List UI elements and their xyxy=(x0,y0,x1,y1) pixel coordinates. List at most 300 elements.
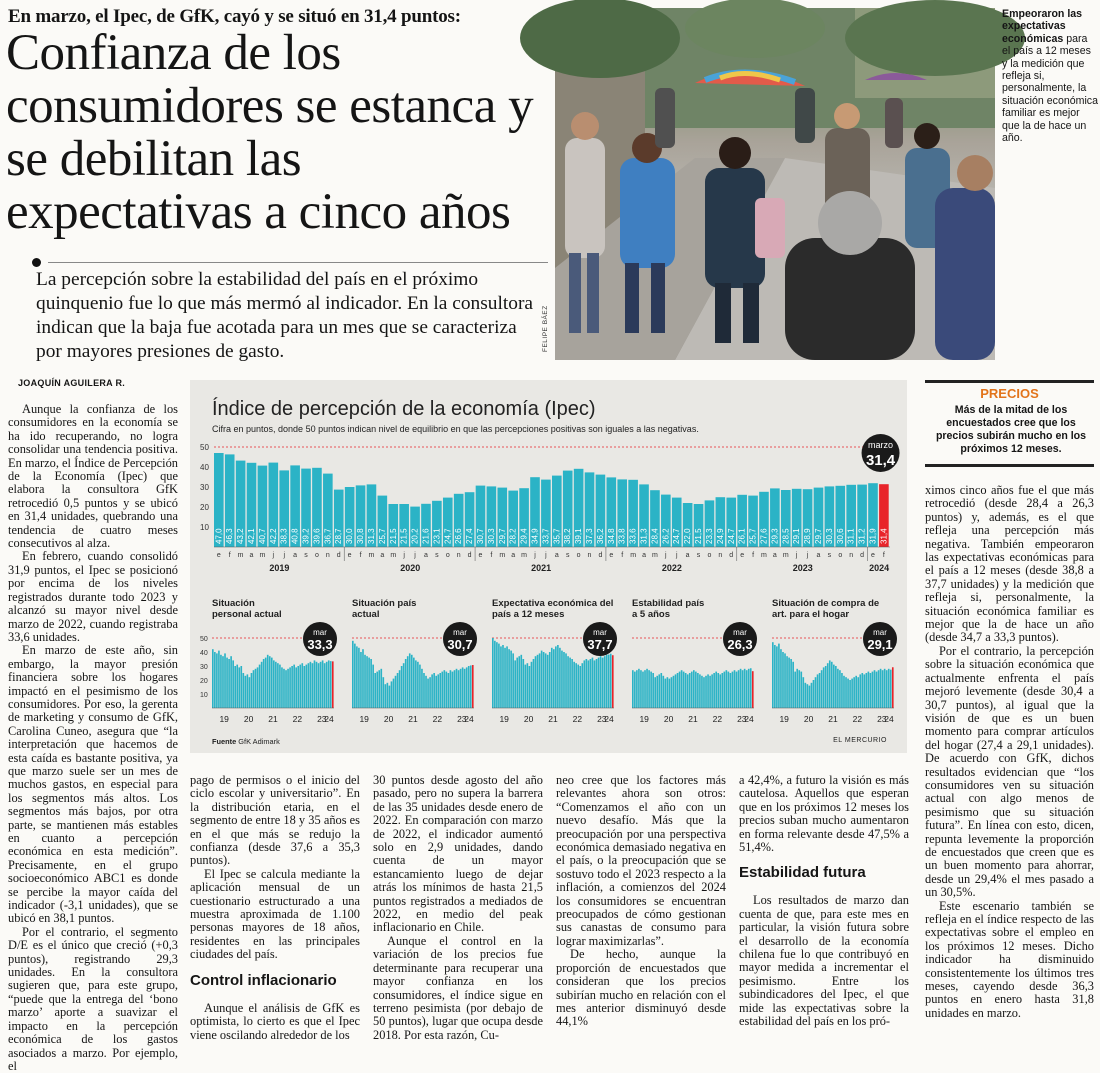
panel-bar xyxy=(273,660,275,708)
bar-value-label: 30,8 xyxy=(356,528,366,544)
panel-x-tick: 23 xyxy=(317,714,327,724)
year-tick-label: 2023 xyxy=(792,563,813,573)
panel-x-tick: 24 xyxy=(324,714,334,724)
panel-bar xyxy=(306,665,308,708)
month-tick-label: n xyxy=(325,552,330,559)
panel-bar xyxy=(537,655,539,708)
panel-bar xyxy=(470,665,472,708)
panel-bar xyxy=(435,676,437,708)
panel-bar xyxy=(304,666,306,708)
panel-x-tick: 21 xyxy=(548,714,558,724)
panel-bar xyxy=(803,677,805,708)
panel-x-tick: 24 xyxy=(744,714,754,724)
chart-title: Índice de percepción de la economía (Ipec) xyxy=(212,398,596,420)
y-tick-label: 40 xyxy=(200,463,209,472)
panel-bar xyxy=(892,667,894,708)
month-tick-label: e xyxy=(478,552,483,559)
month-tick-label: m xyxy=(499,552,506,559)
panel-bar xyxy=(320,662,322,708)
panel-title: personal actual xyxy=(212,609,282,620)
panel-bar xyxy=(425,676,427,708)
panel-bar xyxy=(468,666,470,708)
panel-bar xyxy=(742,670,744,708)
paragraph: neo cree que los factores más relevantes ahora son otros: “Comenzamos el año con un nuevo desafío. Más que la preocupación por una perspectiva económica demasiado negativa en el país, o la preocupación que se sostuvo todo el 2023 respecto a la inflación, a comienzos del 2024 los consumidores se encuentran preocupados de cómo gestionan sus canastas de consumo para lograr maximizarlas”. xyxy=(556,773,726,948)
panel-bar xyxy=(433,673,435,708)
badge-value: 26,3 xyxy=(727,637,753,652)
paragraph: 30 puntos desde agosto del año pasado, pero no supera la barrera de las 35 unidades desde enero de 2022. En comparación con marzo de 2022, el indicador aumentó solo en 2,9 unidades, dando cuenta de un mayor estancamiento luego de dejar atrás los mínimos de hasta 21,5 puntos registrados a mediados de 2022, en medio del peak inflacionario en Chile. xyxy=(373,773,543,935)
deck-divider xyxy=(8,258,548,263)
bar-value-label: 24,7 xyxy=(672,528,682,544)
panel-bar xyxy=(882,670,884,708)
panel-bar xyxy=(724,672,726,708)
panel-bar xyxy=(774,645,776,708)
panel-bar xyxy=(330,661,332,708)
panel-bar xyxy=(389,686,391,708)
bar-value-label: 34,8 xyxy=(606,528,616,544)
bar-value-label: 24,7 xyxy=(443,528,453,544)
badge-label: mar xyxy=(453,628,467,637)
bar-value-label: 21,5 xyxy=(694,528,704,544)
panel-bar xyxy=(671,677,673,708)
panel-bar xyxy=(567,656,569,708)
bar-value-label: 39,2 xyxy=(301,528,311,544)
panel-bar xyxy=(372,665,374,708)
y-tick-label: 30 xyxy=(200,483,209,492)
panel-bar xyxy=(697,673,699,708)
bar-value-label: 31,3 xyxy=(639,528,649,544)
panel-bar xyxy=(529,666,531,708)
badge-value: 31,4 xyxy=(865,452,896,469)
bar-value-label: 27,4 xyxy=(465,528,475,544)
month-tick-label: m xyxy=(390,552,397,559)
panel-bar xyxy=(525,665,527,708)
panel-bar xyxy=(669,679,671,708)
panel-x-tick: 21 xyxy=(828,714,838,724)
panel-bar xyxy=(523,659,525,708)
panel-bar xyxy=(358,648,360,708)
panel-x-tick: 22 xyxy=(572,714,583,724)
paragraph: Aunque el análisis de GfK es optimista, lo cierto es que el Ipec viene oscilando alrededor de los xyxy=(190,1000,360,1042)
panel-y-tick: 30 xyxy=(200,664,208,671)
panel-x-tick: 21 xyxy=(268,714,278,724)
panel-bar xyxy=(543,652,545,708)
panel-bar xyxy=(399,670,401,708)
panel-bar xyxy=(644,670,646,708)
panel-bar xyxy=(717,673,719,708)
month-tick-label: s xyxy=(696,552,701,559)
badge-value: 33,3 xyxy=(307,637,333,652)
panel-bar xyxy=(886,670,888,708)
panel-bar xyxy=(312,663,314,708)
panel-bar xyxy=(719,674,721,708)
panel-bar xyxy=(230,656,232,708)
panel-bar xyxy=(608,655,610,708)
panel-x-tick: 22 xyxy=(432,714,443,724)
paragraph: Los resultados de marzo dan cuenta de que, para este mes en particular, la visión futura sobre el desarrollo de la economía chilena fue lo que contribuyó en mayor medida a incrementar el pesimismo. Entre los subindicadores del Ipec, el que mide las expectativas sobre la estabilidad del país en los pró- xyxy=(739,893,909,1029)
bar-value-label: 24,9 xyxy=(715,528,725,544)
panel-bar xyxy=(658,674,660,708)
panel-x-tick: 22 xyxy=(852,714,863,724)
panel-bar xyxy=(466,667,468,708)
panel-bar xyxy=(220,655,222,708)
panel-bar xyxy=(861,673,863,708)
panel-x-tick: 24 xyxy=(604,714,614,724)
bar-value-label: 31,4 xyxy=(879,528,889,544)
panel-bar xyxy=(376,672,378,708)
panel-bar xyxy=(705,676,707,708)
bar-value-label: 21,6 xyxy=(421,528,431,544)
paragraph: ximos cinco años fue el que más retrocedió (desde 28,4 a 26,3 puntos) y, además, es el que refleja una percepción más negativa. También empeoraron las expectativas económicas para el país a 12 meses (desde 38,8 a 37,7 unidades) y la medición que refleja si, personalmente, la situación económica familiar es mejor que la de hace un año (desde 34,7 a 33,3 puntos). xyxy=(925,483,1094,645)
panel-bar xyxy=(301,663,303,708)
panel-bar xyxy=(642,672,644,708)
panel-title: Situación de compra de xyxy=(772,598,880,609)
bar-value-label: 38,3 xyxy=(279,528,289,544)
month-tick-label: m xyxy=(630,552,637,559)
panel-x-tick: 19 xyxy=(639,714,649,724)
chart-subtitle: Cifra en puntos, donde 50 puntos indican nivel de equilibrio en que las percepciones positivas son iguales a las negativas. xyxy=(212,424,699,434)
panel-bar xyxy=(228,659,230,708)
panel-bar xyxy=(216,653,218,708)
panel-bar xyxy=(547,655,549,708)
bar-value-label: 29,7 xyxy=(813,528,823,544)
panel-bar xyxy=(385,684,387,708)
bar-value-label: 29,3 xyxy=(770,528,780,544)
panel-bar xyxy=(638,669,640,708)
panel-title: país a 12 meses xyxy=(492,609,565,620)
panel-bar xyxy=(693,670,695,708)
panel-bar xyxy=(815,677,817,708)
panel-bar xyxy=(786,656,788,708)
panel-bar xyxy=(253,670,255,708)
panel-bar xyxy=(553,649,555,708)
panel-bar xyxy=(413,658,415,708)
panel-bar xyxy=(577,665,579,708)
month-tick-label: o xyxy=(576,552,581,559)
caption-lead: Empeoraron las expectativas económicas xyxy=(1002,8,1083,45)
badge-value: 37,7 xyxy=(587,637,613,652)
panel-bar xyxy=(383,677,385,708)
panel-bar xyxy=(746,670,748,708)
panel-bar xyxy=(701,676,703,708)
chart-source xyxy=(212,737,280,746)
body-column-2 xyxy=(190,774,360,1042)
panel-bar xyxy=(798,670,800,708)
panel-bar xyxy=(600,656,602,708)
panel-bar xyxy=(421,669,423,708)
panel-bar xyxy=(819,673,821,708)
paragraph: a 42,4%, a futuro la visión es más cautelosa. Aquellos que esperan que en los próximos 12 meses los precios suban mucho aumentaron en forma relevante desde 47,5% a 51,4%. xyxy=(739,773,909,855)
paragraph: Aunque la confianza de los consumidores en la economía se ha ido recuperando, no logra consolidar una tendencia positiva. En marzo, el Índice de Percepción de la Economía (Ipec) que elabora la consultora GfK retrocedió 0,5 puntos y se ubicó en 31,4 unidades, quebrando una tendencia de cuatro meses consecutivos al alza. xyxy=(8,402,178,551)
panel-bar xyxy=(750,668,752,708)
panel-bar xyxy=(234,666,236,708)
panel-bar xyxy=(407,656,409,708)
panel-bar xyxy=(571,659,573,708)
bar-value-label: 31,9 xyxy=(868,528,878,544)
panel-bar xyxy=(261,662,263,708)
panel-bar xyxy=(847,679,849,708)
sidebar-top-rule xyxy=(925,380,1094,383)
bar-value-label: 30,6 xyxy=(835,528,845,544)
month-tick-label: j xyxy=(795,552,798,559)
panel-bar xyxy=(545,653,547,708)
panel-bar xyxy=(689,673,691,708)
month-tick-label: j xyxy=(665,552,667,559)
body-column-1 xyxy=(8,403,178,1073)
bar-value-label: 28,5 xyxy=(781,528,791,544)
bar-value-label: 34,9 xyxy=(530,528,540,544)
precios-sidebar xyxy=(925,380,1094,467)
panel-bar xyxy=(634,672,636,708)
panel-x-tick: 19 xyxy=(499,714,509,724)
year-tick-label: 2020 xyxy=(400,563,421,573)
panel-bar xyxy=(310,662,312,708)
panel-bar xyxy=(596,659,598,708)
panel-bar xyxy=(281,667,283,708)
caption-text: para el país a 12 meses y la medición que refleja si, personalmente, la situación económica familiar es mejor que la de hace un año. xyxy=(1002,32,1098,145)
bar-value-label: 36,7 xyxy=(323,528,333,544)
bar-value-label: 31,3 xyxy=(366,528,376,544)
panel-bar xyxy=(831,662,833,708)
panel-bar xyxy=(255,669,257,708)
panel-bar xyxy=(740,669,742,708)
panel-bar xyxy=(721,673,723,708)
month-tick-label: f xyxy=(752,552,755,559)
panel-bar xyxy=(776,646,778,708)
panel-bar xyxy=(496,642,498,708)
panel-bar xyxy=(417,662,419,708)
month-tick-label: j xyxy=(545,552,547,559)
panel-bar xyxy=(687,674,689,708)
month-tick-label: j xyxy=(806,552,809,559)
month-tick-label: n xyxy=(718,552,723,559)
panel-x-tick: 24 xyxy=(464,714,474,724)
panel-bar xyxy=(452,672,454,708)
panel-bar xyxy=(277,663,279,708)
panel-x-tick: 23 xyxy=(877,714,887,724)
panel-bar xyxy=(821,670,823,708)
y-tick-label: 50 xyxy=(200,443,209,452)
month-tick-label: o xyxy=(445,552,450,559)
panel-bar xyxy=(681,670,683,708)
panel-bar xyxy=(240,666,242,708)
month-tick-label: m xyxy=(782,552,789,559)
panel-y-tick: 40 xyxy=(200,650,208,657)
byline: JOAQUÍN AGUILERA R. xyxy=(18,378,126,388)
panel-bar xyxy=(880,669,882,708)
bar-value-label: 26,2 xyxy=(661,528,671,544)
panel-bar xyxy=(788,658,790,708)
panel-x-tick: 19 xyxy=(219,714,229,724)
panel-bar xyxy=(839,670,841,708)
panel-bar xyxy=(415,660,417,708)
panel-x-tick: 23 xyxy=(457,714,467,724)
panel-bar xyxy=(813,680,815,708)
panel-bar xyxy=(458,670,460,708)
month-tick-label: e xyxy=(871,552,875,559)
panel-bar xyxy=(561,651,563,708)
panel-bar xyxy=(356,646,358,708)
bar-value-label: 33,8 xyxy=(617,528,627,544)
paragraph: En febrero, cuando consolidó 31,9 puntos, el Ipec se posicionó por encima de los niveles registrados durante todo 2023 y alcanzó su mayor nivel desde marzo de 2022, cuando registraba 33,6 unidades. xyxy=(8,549,178,644)
badge-label: mar xyxy=(873,628,887,637)
panel-bar xyxy=(738,670,740,708)
panel-bar xyxy=(829,660,831,708)
panel-bar xyxy=(295,667,297,708)
panel-bar xyxy=(782,652,784,708)
panel-bar xyxy=(569,658,571,708)
month-tick-label: a xyxy=(293,552,298,559)
panel-bar xyxy=(226,658,228,708)
y-tick-label: 10 xyxy=(200,523,209,532)
panel-bar xyxy=(462,667,464,708)
bar-value-label: 39,1 xyxy=(574,528,584,544)
month-tick-label: a xyxy=(249,552,254,559)
panel-bar xyxy=(450,670,452,708)
panel-bar xyxy=(441,672,443,708)
panel-bar xyxy=(257,667,259,708)
month-tick-label: s xyxy=(304,552,308,559)
panel-bar xyxy=(444,670,446,708)
panel-y-tick: 50 xyxy=(200,636,208,643)
month-tick-label: j xyxy=(272,552,275,559)
panel-bar xyxy=(533,659,535,708)
panel-bar xyxy=(699,674,701,708)
panel-bar xyxy=(395,676,397,708)
panel-bar xyxy=(575,663,577,708)
photo-credit: FELIPE BÁEZ xyxy=(542,305,549,352)
panel-y-tick: 20 xyxy=(200,678,208,685)
bar-value-label: 31,2 xyxy=(857,528,867,544)
panel-x-tick: 23 xyxy=(597,714,607,724)
panel-bar xyxy=(531,662,533,708)
panel-bar xyxy=(269,656,271,708)
panel-bar xyxy=(833,665,835,708)
panel-bar xyxy=(555,646,557,708)
month-tick-label: m xyxy=(368,552,375,559)
panel-bar xyxy=(314,660,316,708)
panel-bar xyxy=(535,656,537,708)
bar-value-label: 43,2 xyxy=(236,528,246,544)
bar-value-label: 30,3 xyxy=(486,528,496,544)
bar-value-label: 42,2 xyxy=(268,528,278,544)
month-tick-label: d xyxy=(467,552,472,559)
panel-x-tick: 20 xyxy=(523,714,534,724)
month-tick-label: n xyxy=(587,552,592,559)
panel-bar xyxy=(324,663,326,708)
panel-bar xyxy=(259,665,261,708)
panel-bar xyxy=(279,665,281,708)
panel-bar xyxy=(393,679,395,708)
month-tick-label: o xyxy=(707,552,712,559)
panel-bar xyxy=(851,679,853,708)
month-tick-label: e xyxy=(609,552,614,559)
month-tick-label: d xyxy=(336,552,341,559)
panel-title: a 5 años xyxy=(632,609,671,620)
panel-bar xyxy=(267,655,269,708)
panel-bar xyxy=(837,669,839,708)
month-tick-label: s xyxy=(435,552,439,559)
panel-bar xyxy=(610,654,612,708)
paragraph: Por el contrario, la percepción sobre la situación económica que actualmente enfrenta el país mejoró levemente (desde 30,4 a 30,7 puntos), al igual que la visión de que es un buen momento para comprar artículos del hogar (27,4 a 29,1 unidades). De acuerdo con GfK, dichos resultados evidencian que “los consumidores ven su situación actual con algo menos de pesimismo que su situación futura”. En línea con esto, dicen, repunta levemente la proporción de encuestados que creen que es un buen momento para ahorrar, desde un 29,4% el mes pasado a un 30,5%. xyxy=(925,643,1094,900)
panel-bar xyxy=(857,677,859,708)
panel-bar xyxy=(807,684,809,708)
panel-bar xyxy=(427,679,429,708)
panel-bar xyxy=(594,660,596,708)
panel-bar xyxy=(247,674,249,708)
panel-bar xyxy=(214,652,216,708)
panel-bar xyxy=(397,673,399,708)
panel-bar xyxy=(796,669,798,708)
panel-x-tick: 20 xyxy=(663,714,674,724)
panel-bar xyxy=(656,676,658,708)
bar-value-label: 30,3 xyxy=(824,528,834,544)
panel-bar xyxy=(784,653,786,708)
badge-value: 30,7 xyxy=(447,637,473,652)
source-name: GfK Adimark xyxy=(238,737,280,746)
panel-bar xyxy=(673,676,675,708)
panel-bar xyxy=(864,674,866,708)
panel-bar xyxy=(502,645,504,708)
panel-y-tick: 10 xyxy=(200,692,208,699)
panel-x-tick: 20 xyxy=(383,714,394,724)
panel-bar xyxy=(825,666,827,708)
bar-value-label: 28,2 xyxy=(508,528,518,544)
panel-title: Situación país xyxy=(352,598,417,609)
panel-bar xyxy=(703,677,705,708)
panel-bar xyxy=(592,658,594,708)
paragraph: De hecho, aunque la proporción de encuestados que consideran que los precios subirían mucho en relación con el mes anterior disminuyó desde 44,1% xyxy=(556,947,726,1029)
year-tick-label: 2022 xyxy=(661,563,682,573)
panel-bar xyxy=(409,653,411,708)
panel-bar xyxy=(263,659,265,708)
panel-bar xyxy=(429,677,431,708)
panel-bar xyxy=(405,659,407,708)
panel-x-tick: 20 xyxy=(243,714,254,724)
panel-bar xyxy=(423,673,425,708)
panel-bar xyxy=(232,660,234,708)
panel-bar xyxy=(514,660,516,708)
panel-bar xyxy=(265,658,267,708)
panel-bar xyxy=(859,674,861,708)
panel-bar xyxy=(287,669,289,708)
panel-bar xyxy=(299,665,301,708)
panel-bar xyxy=(437,674,439,708)
bar-value-label: 21,5 xyxy=(388,528,398,544)
panel-bar xyxy=(448,673,450,708)
month-tick-label: a xyxy=(511,552,516,559)
panel-bar xyxy=(679,672,681,708)
panel-title: actual xyxy=(352,609,380,620)
photo-caption xyxy=(1002,8,1098,144)
bar-value-label: 39,6 xyxy=(312,528,322,544)
body-column-3 xyxy=(373,774,543,1042)
panel-bar xyxy=(579,666,581,708)
month-tick-label: a xyxy=(685,552,690,559)
panel-bar xyxy=(328,660,330,708)
panel-bar xyxy=(506,646,508,708)
panel-bar xyxy=(308,663,310,708)
panel-bar xyxy=(667,677,669,708)
panel-bar xyxy=(251,673,253,708)
panel-bar xyxy=(732,672,734,708)
panel-bar xyxy=(364,655,366,708)
panel-bar xyxy=(872,672,874,708)
panel-bar xyxy=(827,663,829,708)
bar-value-label: 28,7 xyxy=(334,528,344,544)
sidebar-label: PRECIOS xyxy=(980,386,1039,401)
panel-bar xyxy=(884,669,886,708)
month-tick-label: f xyxy=(882,552,885,559)
